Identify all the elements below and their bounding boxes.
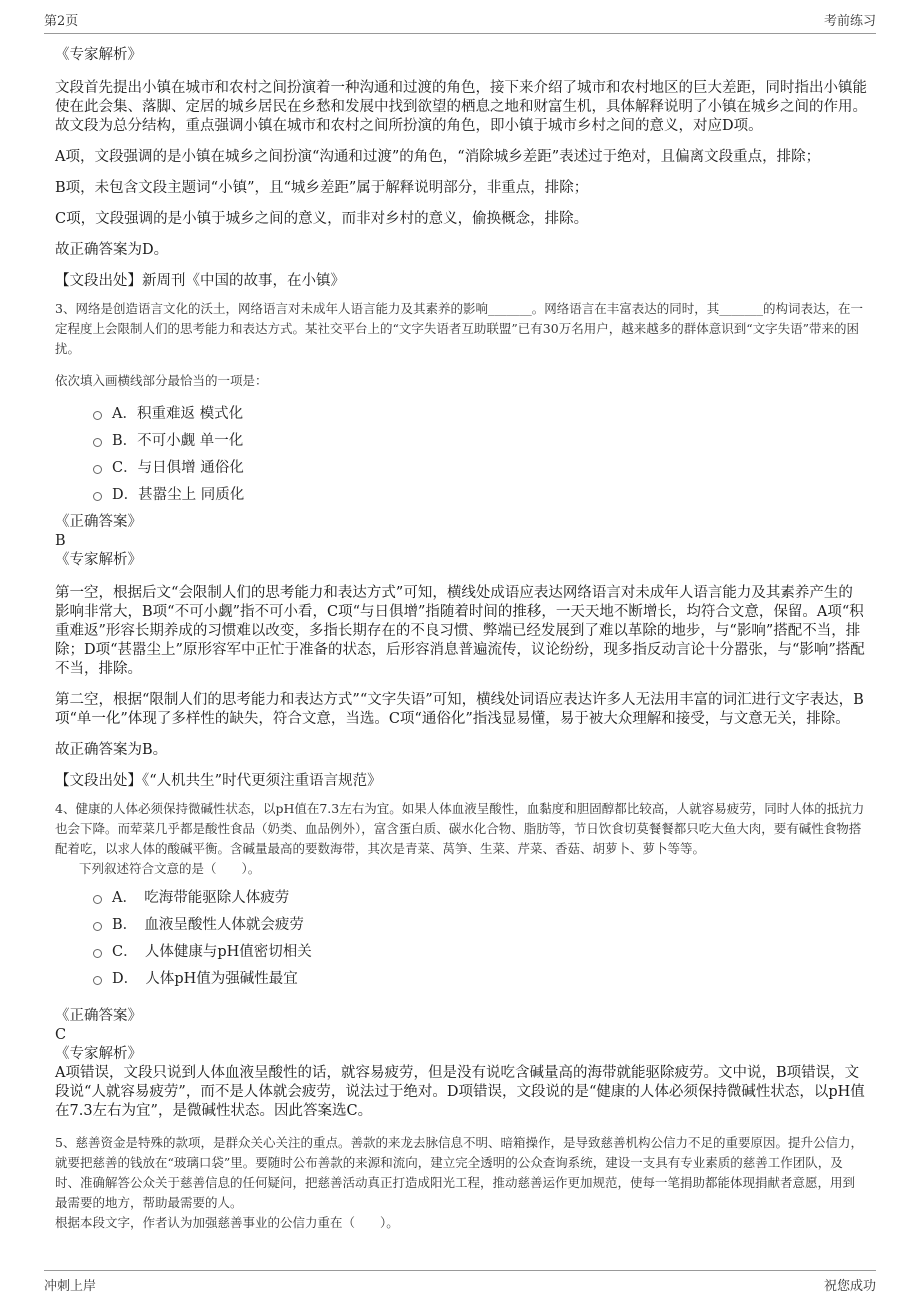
q2-option-c-analysis: C项，文段强调的是小镇于城乡之间的意义，而非对乡村的意义，偷换概念，排除。: [55, 211, 589, 227]
footer-right-text: 祝您成功: [823, 1279, 876, 1294]
q3-option-c[interactable]: [93, 453, 867, 480]
option-label: D． 人体pH值为强碱性最宜: [112, 971, 298, 987]
radio-icon[interactable]: [93, 411, 102, 420]
q5-prompt: 根据本段文字，作者认为加强慈善事业的公信力重在（ ）。: [55, 1215, 399, 1230]
radio-icon[interactable]: [93, 976, 102, 985]
q2-source: 【文段出处】新周刊《中国的故事，在小镇》: [55, 273, 345, 289]
q4-prompt: 下列叙述符合文意的是（ ）。: [79, 861, 261, 876]
option-label: D．甚嚣尘上 同质化: [112, 487, 245, 503]
option-label: B．不可小觑 单一化: [112, 433, 244, 449]
page-number: 第2页: [44, 14, 79, 29]
q2-analysis-paragraph: 文段首先提出小镇在城市和农村之间扮演着一种沟通和过渡的角色，接下来介绍了城市和农村地区的巨大差距，同时指出小镇能使在此会集、落脚、定居的城乡居民在乡愁和发展中找到欲望的栖息之地和财富生机，具体解释说明了小镇在城乡之间的作用。故文段为总分结构，重点强调小镇在城市和农村之间所扮演的角色，即小镇于城市乡村之间的意义，对应D项。: [55, 80, 867, 134]
q4-answer-label: 《正确答案》: [55, 1008, 142, 1024]
radio-icon[interactable]: [93, 922, 102, 931]
option-label: B． 血液呈酸性人体就会疲劳: [112, 917, 304, 933]
q3-conclusion: 故正确答案为B。: [55, 742, 168, 758]
radio-icon[interactable]: [93, 895, 102, 904]
q4-option-b[interactable]: [93, 910, 867, 937]
q3-analysis-blank2: 第二空，根据“限制人们的思考能力和表达方式”“文字失语”可知，横线处词语应表达许多人无法用丰富的词汇进行文字表达，B项“单一化”体现了多样性的缺失，符合文意，当选。C项“通俗化”指浅显易懂，易于被大众理解和接受，与文意无关，排除。: [55, 692, 864, 727]
q5-stem: 5、慈善资金是特殊的款项，是群众关心关注的重点。善款的来龙去脉信息不明、暗箱操作，是导致慈善机构公信力不足的重要原因。提升公信力，就要把慈善的钱放在“玻璃口袋”里。要随时公布善款的来源和流向，建立完全透明的公众查询系统，建设一支具有专业素质的慈善工作团队，及时、准确解答公众关于慈善信息的任何疑问，把慈善活动真正打造成阳光工程，推动慈善运作更加规范，使每一笔捐助都能体现捐献者意愿，用到最需要的地方，帮助最需要的人。: [55, 1135, 863, 1210]
q4-option-d[interactable]: [93, 964, 867, 991]
option-label: A．积重难返 模式化: [112, 406, 244, 422]
page-header: [44, 10, 876, 34]
radio-icon[interactable]: [93, 492, 102, 501]
header-title: 考前练习: [823, 14, 876, 29]
q3-analysis-blank1: 第一空，根据后文“会限制人们的思考能力和表达方式”可知，横线处成语应表达网络语言对未成年人语言能力及其素养产生的影响非常大，B项“不可小觑”指不可小看，C项“与日俱增”指随着时间的推移，一天天地不断增长，均符合文意，保留。A项“积重难返”形容长期养成的习惯难以改变，多指长期存在的不良习惯、弊端已经发展到了难以革除的地步，与“影响”搭配不当，排除；D项“甚嚣尘上”原形容军中正忙于准备的状态，后形容消息普遍流传，议论纷纷，现多指反动言论十分嚣张，与“影响”搭配不当，排除。: [55, 585, 865, 677]
q4-options: [93, 883, 867, 991]
q2-conclusion: 故正确答案为D。: [55, 242, 169, 258]
option-label: A． 吃海带能驱除人体疲劳: [112, 890, 290, 906]
radio-icon[interactable]: [93, 438, 102, 447]
page-footer: [44, 1270, 876, 1294]
q4-option-a[interactable]: [93, 883, 867, 910]
q3-option-d[interactable]: [93, 480, 867, 507]
radio-icon[interactable]: [93, 949, 102, 958]
q2-option-a-analysis: A项，文段强调的是小镇在城乡之间扮演“沟通和过渡”的角色，“消除城乡差距”表述过于绝对，且偏离文段重点，排除；: [55, 149, 821, 165]
q2-analysis-label: 《专家解析》: [55, 47, 142, 63]
footer-left-text: 冲刺上岸: [44, 1279, 97, 1294]
document-body: [55, 46, 867, 1241]
q3-option-a[interactable]: [93, 399, 867, 426]
q4-analysis-label: 《专家解析》: [55, 1046, 142, 1062]
q3-answer: B: [55, 533, 66, 549]
q3-analysis-label: 《专家解析》: [55, 552, 142, 568]
q4-stem: 4、健康的人体必须保持微碱性状态，以pH值在7.3左右为宜。如果人体血液呈酸性，血黏度和胆固醇都比较高，人就容易疲劳，同时人体的抵抗力也会下降。而荤菜几乎都是酸性食品（奶类、血品例外），富含蛋白质、碳水化合物、脂肪等，节日饮食切莫餐餐都只吃大鱼大肉，要有碱性食物搭配着吃，以求人体的酸碱平衡。含碱量最高的要数海带，其次是青菜、莴笋、生菜、芹菜、香菇、胡萝卜、萝卜等等。: [55, 801, 865, 856]
radio-icon[interactable]: [93, 465, 102, 474]
option-label: C．与日俱增 通俗化: [112, 460, 244, 476]
q3-stem: 3、网络是创造语言文化的沃土，网络语言对未成年人语言能力及其素养的影响_______。网络语言在丰富表达的同时，其_______的构词表达，在一定程度上会限制人们的思考能力和表达方式。某社交平台上的“文字失语者互助联盟”已有30万名用户，越来越多的群体意识到“文字失语”带来的困扰。: [55, 301, 863, 356]
option-label: C． 人体健康与pH值密切相关: [112, 944, 312, 960]
q2-option-b-analysis: B项，未包含文段主题词“小镇”，且“城乡差距”属于解释说明部分，非重点，排除；: [55, 180, 589, 196]
q3-answer-label: 《正确答案》: [55, 514, 142, 530]
q3-option-b[interactable]: [93, 426, 867, 453]
q3-prompt: 依次填入画横线部分最恰当的一项是：: [55, 373, 268, 388]
q3-options: [93, 399, 867, 507]
q4-analysis-paragraph: A项错误，文段只说到人体血液呈酸性的话，就容易疲劳，但是没有说吃含碱量高的海带就能驱除疲劳。文中说，B项错误，文段说“人就容易疲劳”，而不是人体就会疲劳，说法过于绝对。D项错误，文段说的是“健康的人体必须保持微碱性状态，以pH值在7.3左右为宜”，是微碱性状态。因此答案选C。: [55, 1065, 865, 1119]
q3-source: 【文段出处】《“人机共生”时代更须注重语言规范》: [55, 773, 382, 789]
q4-option-c[interactable]: [93, 937, 867, 964]
q4-answer: C: [55, 1027, 67, 1043]
